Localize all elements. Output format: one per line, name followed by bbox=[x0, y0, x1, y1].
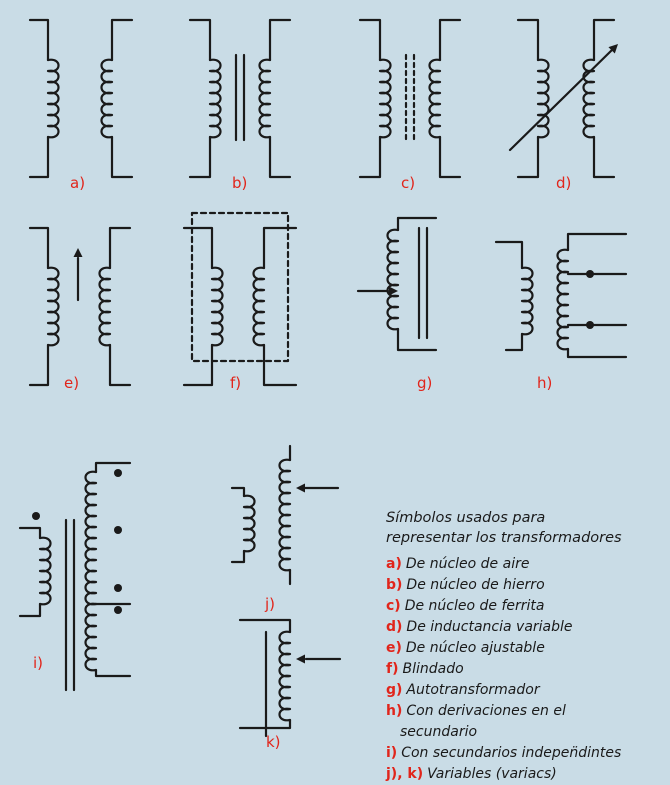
legend-item-h bbox=[386, 701, 670, 722]
sym-i-primary-dot bbox=[32, 512, 40, 520]
label-j: j) bbox=[265, 595, 276, 613]
sym-i-secondary-coil-lower bbox=[86, 604, 97, 671]
legend bbox=[386, 508, 670, 785]
sym-e-arrow-head bbox=[74, 248, 83, 257]
sym-j-coil bbox=[280, 460, 291, 571]
sym-a-secondary-bottom-lead bbox=[112, 137, 132, 177]
sym-h-secondary-coil bbox=[558, 250, 569, 350]
sym-i-primary-coil bbox=[40, 538, 51, 605]
sym-e-primary-top-lead bbox=[30, 228, 48, 268]
legend-item-c bbox=[386, 596, 670, 617]
legend-key: i) bbox=[386, 745, 398, 761]
sym-i-primary-top-lead bbox=[20, 528, 40, 538]
sym-c-primary-top-lead bbox=[360, 20, 380, 60]
legend-text: De núcleo ajustable bbox=[405, 640, 545, 656]
sym-i-dot-3 bbox=[114, 584, 122, 592]
label-f: f) bbox=[230, 374, 242, 392]
legend-text: Con secundarios indepen̈dintes bbox=[401, 745, 622, 761]
sym-d-secondary-bottom-lead bbox=[594, 137, 614, 177]
legend-text: De núcleo de ferrita bbox=[404, 598, 545, 614]
sym-d-variable-arrow-line bbox=[510, 48, 614, 150]
sym-i-primary-bottom-lead bbox=[20, 604, 40, 616]
sym-k-arrow-head bbox=[296, 655, 305, 664]
sym-i-dot-4 bbox=[114, 606, 122, 614]
sym-g-coil bbox=[388, 230, 399, 330]
sym-f-secondary-bottom-lead bbox=[264, 345, 296, 385]
legend-text: De núcleo de aire bbox=[405, 556, 530, 572]
sym-b-secondary-bottom-lead bbox=[270, 137, 290, 177]
legend-title-line2: representar los transformadores bbox=[386, 530, 622, 546]
sym-i-secondary-coil-upper bbox=[86, 472, 97, 605]
sym-i-secondary-bottom-lead bbox=[96, 670, 130, 676]
sym-c-secondary-top-lead bbox=[440, 20, 460, 60]
legend-text: De inductancia variable bbox=[406, 619, 573, 635]
legend-text: secundario bbox=[400, 724, 478, 740]
label-g: g) bbox=[417, 374, 433, 392]
sym-h-secondary-bottom-lead bbox=[568, 349, 626, 357]
sym-h-primary-coil bbox=[522, 268, 533, 335]
legend-text: Con derivaciones en el bbox=[406, 703, 566, 719]
sym-f-shield-box bbox=[192, 213, 288, 361]
sym-i-secondary-top-lead bbox=[96, 463, 130, 472]
sym-e-secondary-bottom-lead bbox=[110, 345, 130, 385]
sym-g-tap-arrow-head bbox=[389, 287, 398, 296]
legend-item-i bbox=[386, 743, 670, 764]
sym-h-tap-dot-1 bbox=[586, 270, 594, 278]
sym-c-secondary-coil bbox=[430, 60, 441, 138]
sym-g-bottom-lead bbox=[398, 329, 436, 350]
label-h: h) bbox=[537, 374, 553, 392]
sym-c-primary-bottom-lead bbox=[360, 137, 380, 177]
legend-key: e) bbox=[386, 640, 402, 656]
sym-j-primary-bottom-lead bbox=[232, 551, 244, 562]
sym-a-secondary-top-lead bbox=[112, 20, 132, 60]
legend-key: b) bbox=[386, 577, 403, 593]
sym-b-primary-bottom-lead bbox=[190, 137, 210, 177]
legend-key: c) bbox=[386, 598, 401, 614]
sym-c-secondary-bottom-lead bbox=[440, 137, 460, 177]
legend-item-f bbox=[386, 659, 670, 680]
sym-f-secondary-coil bbox=[254, 268, 265, 346]
legend-key: a) bbox=[386, 556, 402, 572]
sym-b-primary-top-lead bbox=[190, 20, 210, 60]
legend-text: De núcleo de hierro bbox=[406, 577, 545, 593]
sym-e-secondary-top-lead bbox=[110, 228, 130, 268]
sym-d-primary-top-lead bbox=[518, 20, 538, 60]
label-k: k) bbox=[266, 733, 281, 751]
sym-f-secondary-top-lead bbox=[264, 228, 296, 268]
sym-e-secondary-coil bbox=[100, 268, 111, 346]
sym-k-top-lead bbox=[240, 620, 290, 632]
legend-key: f) bbox=[386, 661, 399, 677]
legend-title bbox=[386, 508, 670, 548]
sym-d-primary-bottom-lead bbox=[518, 137, 538, 177]
sym-a-primary-bottom-lead bbox=[30, 137, 48, 177]
sym-h-tap-dot-2 bbox=[586, 321, 594, 329]
legend-text: Autotransformador bbox=[406, 682, 540, 698]
sym-c-primary-coil bbox=[380, 60, 391, 138]
sym-d-primary-coil bbox=[538, 60, 549, 138]
label-b: b) bbox=[232, 174, 248, 192]
legend-item-a bbox=[386, 554, 670, 575]
sym-k-coil bbox=[280, 632, 291, 721]
sym-h-primary-bottom-lead bbox=[506, 334, 522, 350]
legend-text: Blindado bbox=[402, 661, 464, 677]
label-c: c) bbox=[401, 174, 416, 192]
sym-a-secondary-coil bbox=[102, 60, 113, 138]
sym-b-primary-coil bbox=[210, 60, 221, 138]
sym-e-primary-coil bbox=[48, 268, 59, 346]
sym-f-primary-coil bbox=[212, 268, 223, 346]
legend-item-b bbox=[386, 575, 670, 596]
sym-b-secondary-coil bbox=[260, 60, 271, 138]
sym-a-primary-coil bbox=[48, 60, 59, 138]
label-e: e) bbox=[64, 374, 80, 392]
sym-f-primary-top-lead bbox=[184, 228, 212, 268]
label-a: a) bbox=[70, 174, 86, 192]
legend-item-e bbox=[386, 638, 670, 659]
label-i: i) bbox=[33, 654, 44, 672]
legend-item-g bbox=[386, 680, 670, 701]
sym-d-secondary-top-lead bbox=[594, 20, 614, 60]
legend-key: j), k) bbox=[386, 766, 424, 782]
sym-j-primary-coil bbox=[244, 496, 255, 552]
legend-title-line1: Símbolos usados para bbox=[386, 510, 546, 526]
sym-b-secondary-top-lead bbox=[270, 20, 290, 60]
sym-e-primary-bottom-lead bbox=[30, 345, 48, 385]
sym-j-primary-top-lead bbox=[232, 488, 244, 496]
label-d: d) bbox=[556, 174, 572, 192]
sym-f-primary-bottom-lead bbox=[184, 345, 212, 385]
sym-a-primary-top-lead bbox=[30, 20, 48, 60]
sym-i-dot-2 bbox=[114, 526, 122, 534]
legend-key: d) bbox=[386, 619, 403, 635]
legend-key: h) bbox=[386, 703, 403, 719]
legend-item-d bbox=[386, 617, 670, 638]
sym-h-primary-top-lead bbox=[496, 242, 522, 268]
legend-key: g) bbox=[386, 682, 403, 698]
sym-i-dot-1 bbox=[114, 469, 122, 477]
legend-item-h-cont bbox=[386, 722, 670, 743]
sym-h-secondary-top-lead bbox=[568, 234, 626, 250]
sym-j-arrow-head bbox=[296, 484, 305, 493]
legend-item-jk bbox=[386, 764, 670, 785]
legend-text: Variables (variacs) bbox=[427, 766, 557, 782]
